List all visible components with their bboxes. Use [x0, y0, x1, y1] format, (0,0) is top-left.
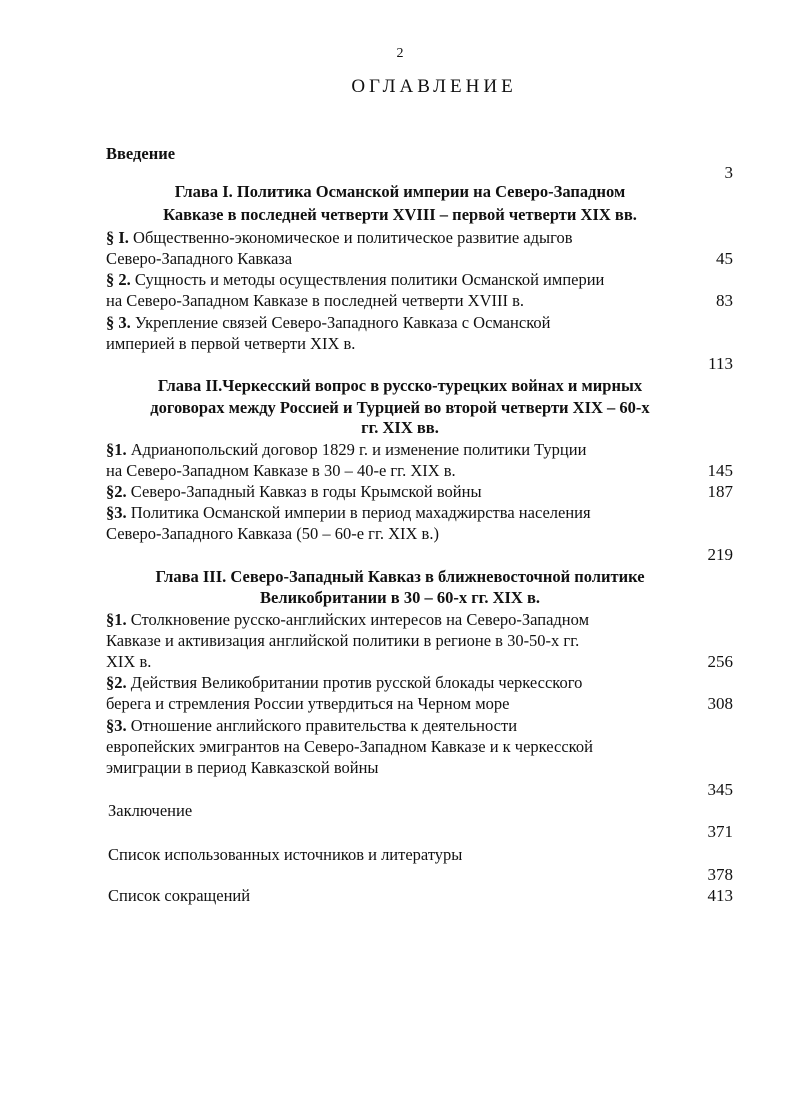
chapter1-section3-line1 — [106, 313, 550, 333]
section-marker: §3. — [106, 716, 127, 735]
chapter3-section3-line1 — [106, 716, 517, 736]
chapter3-section2-page: 308 — [707, 694, 733, 713]
section-marker: § 3. — [106, 313, 131, 332]
chapter2-section2-line1 — [106, 482, 482, 502]
chapter1-section3-line2: империей в первой четверти XIX в. — [106, 334, 356, 353]
section-marker: §2. — [106, 482, 127, 501]
chapter3-title-line1: Глава III. Северо-Западный Кавказ в ближневосточной политике — [155, 567, 645, 586]
chapter3-section1-line2: Кавказе и активизация английской политики в регионе в 30-50-х гг. — [106, 631, 580, 650]
chapter2-section3-line2: Северо-Западного Кавказа (50 – 60-е гг. XIX в.) — [106, 524, 439, 543]
section-text: Адрианопольский договор 1829 г. и изменение политики Турции — [126, 440, 587, 459]
section-marker: § 2. — [106, 270, 131, 289]
conclusion-page: 371 — [707, 822, 733, 841]
chapter3-title-line2: Великобритании в 30 – 60-х гг. XIX в. — [260, 588, 540, 607]
chapter1-title-line2: Кавказе в последней четверти XVIII – первой четверти XIX вв. — [163, 205, 637, 224]
section-marker: §2. — [106, 673, 127, 692]
chapter2-title-line1: Глава II.Черкесский вопрос в русско-турецких войнах и мирных — [157, 376, 643, 395]
chapter3-section3-page: 345 — [707, 780, 733, 799]
section-text: Общественно-экономическое и политическое развитие адыгов — [128, 228, 573, 247]
chapter1-section1-line2: Северо-Западного Кавказа — [106, 249, 293, 268]
section-text: Сущность и методы осуществления политики Османской империи — [130, 270, 605, 289]
chapter2-section1-page: 145 — [707, 461, 733, 480]
abbreviations-page: 413 — [707, 886, 733, 905]
chapter1-section2-line1 — [106, 270, 604, 290]
chapter1-title-line1: Глава I. Политика Османской империи на Северо-Западном — [174, 182, 626, 201]
section-marker: § I. — [106, 228, 129, 247]
chapter2-section3-page: 219 — [707, 545, 733, 564]
chapter2-section1-line1 — [106, 440, 586, 460]
chapter1-section1-page: 45 — [716, 249, 733, 268]
section-text: Столкновение русско-английских интересов на Северо-Западном — [126, 610, 590, 629]
section-text: Действия Великобритании против русской блокады черкесского — [126, 673, 583, 692]
chapter1-section2-line2: на Северо-Западном Кавказе в последней четверти XVIII в. — [106, 291, 525, 310]
chapter1-section1-line1 — [106, 228, 573, 248]
chapter3-section2-line1 — [106, 673, 582, 693]
conclusion-label: Заключение — [108, 801, 193, 820]
section-text: Северо-Западный Кавказ в годы Крымской войны — [126, 482, 482, 501]
chapter3-section1-line1 — [106, 610, 589, 630]
page-title: ОГЛАВЛЕНИЕ — [351, 76, 517, 97]
chapter3-section2-line2: берега и стремления России утвердиться на Черном море — [106, 694, 510, 713]
section-marker: §1. — [106, 440, 127, 459]
page-number: 2 — [396, 46, 404, 61]
chapter2-section3-line1 — [106, 503, 591, 523]
intro-label: Введение — [106, 144, 176, 163]
chapter3-section3-line3: эмиграции в период Кавказской войны — [106, 758, 379, 777]
chapter1-section3-page: 113 — [708, 354, 733, 373]
chapter2-section1-line2: на Северо-Западном Кавказе в 30 – 40-е гг. XIX в. — [106, 461, 456, 480]
chapter2-title-line2: договорах между Россией и Турцией во второй четверти XIX – 60-х — [150, 398, 650, 417]
abbreviations-label: Список сокращений — [108, 886, 251, 905]
section-marker: §3. — [106, 503, 127, 522]
section-marker: §1. — [106, 610, 127, 629]
chapter3-section1-line3: XIX в. — [106, 652, 152, 671]
sources-page: 378 — [707, 865, 733, 884]
section-text: Политика Османской империи в период махаджирства населения — [126, 503, 591, 522]
chapter3-section1-page: 256 — [707, 652, 733, 671]
chapter2-section2-page: 187 — [707, 482, 733, 501]
sources-label: Список использованных источников и литературы — [108, 845, 463, 864]
intro-page: 3 — [724, 163, 733, 182]
chapter3-section3-line2: европейских эмигрантов на Северо-Западном Кавказе и к черкесской — [106, 737, 593, 756]
section-text: Укрепление связей Северо-Западного Кавказа с Османской — [130, 313, 551, 332]
chapter1-section2-page: 83 — [716, 291, 733, 310]
chapter2-title-line3: гг. XIX вв. — [361, 418, 439, 437]
section-text: Отношение английского правительства к деятельности — [126, 716, 518, 735]
